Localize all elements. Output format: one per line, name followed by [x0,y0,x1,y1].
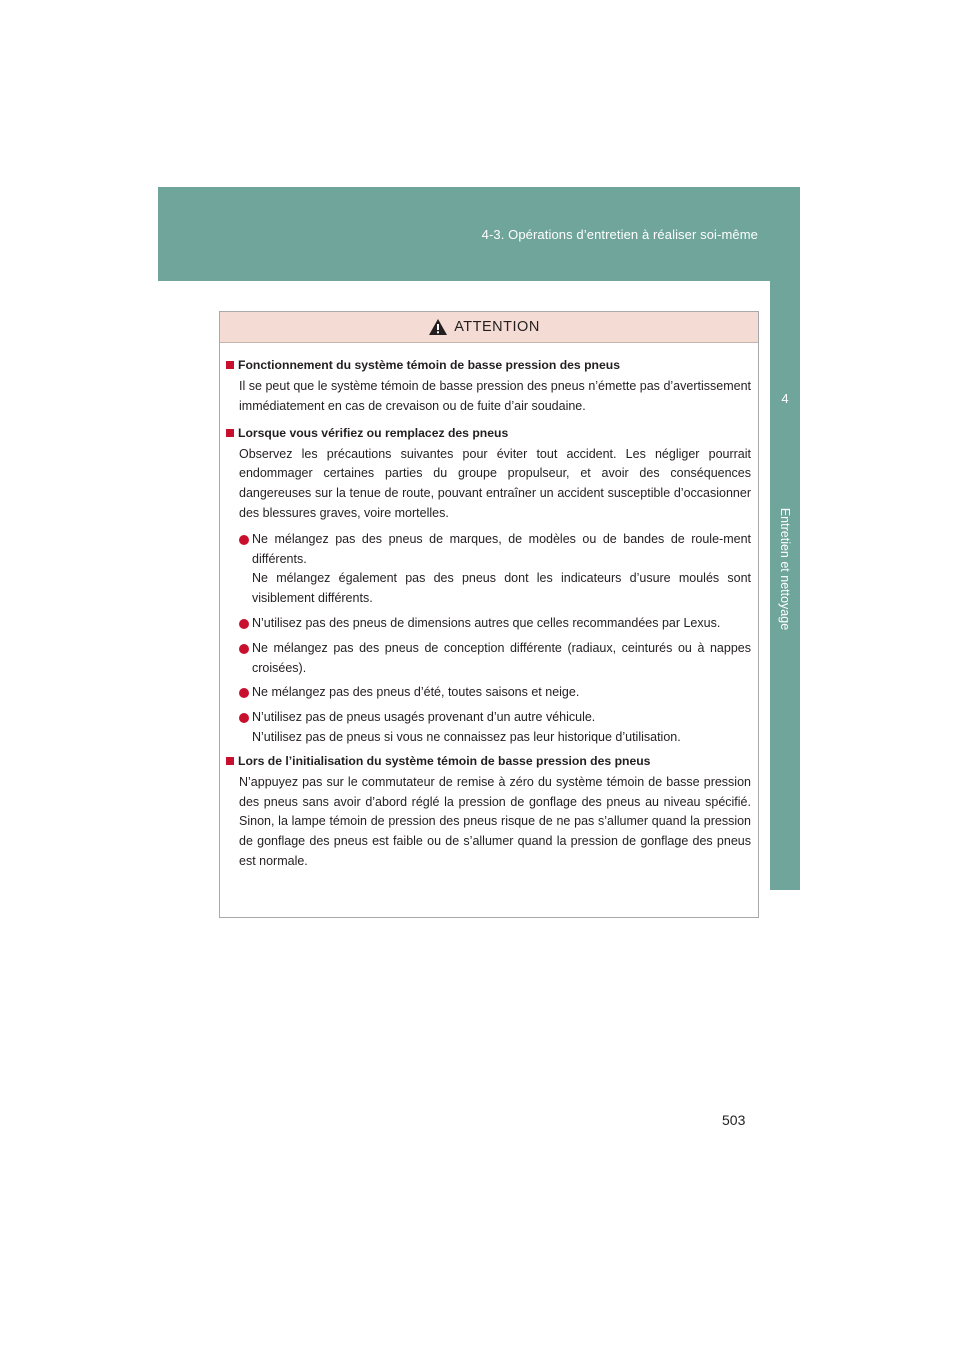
section-paragraph: Il se peut que le système témoin de basse pression des pneus n’émette pas d’avertissement immédiatement en cas de crevaison ou de fuite d’air soudaine. [239,379,751,413]
round-bullet-icon [239,688,249,698]
list-item: Ne mélangez pas des pneus de conception différente (radiaux, ceinturés ou à nappes croisées). [226,639,751,679]
page-number: 503 [722,1112,746,1128]
section-paragraph: Observez les précautions suivantes pour éviter tout accident. Les négliger pourrait endommager certaines parties du groupe propulseur, et avoir des conséquences dangereuses sur la tenue de route, pouvant entraîner un accident susceptible d’occasionner des blessures graves, voire mortelles. [239,446,751,520]
caution-title: ATTENTION [454,319,540,335]
section-header-band [158,187,800,281]
caution-box [219,311,759,918]
warning-triangle-icon [428,318,448,336]
section-heading: Lors de l’initialisation du système témoin de basse pression des pneus [226,753,751,769]
section-paragraph: N’appuyez pas sur le commutateur de remise à zéro du système témoin de basse pression des pneus sans avoir d’abord réglé la pression de gonflage des pneus au niveau spécifié. Sinon, la lampe témoin de pression des pneus risque de ne pas s’allumer quand la pression de gonflage des pneus est faible ou de s’allumer quand la pression de gonflage des pneus est normale. [239,774,751,868]
round-bullet-icon [239,644,249,654]
section-heading: Lorsque vous vérifiez ou remplacez des pneus [226,425,751,441]
list-item: Ne mélangez pas des pneus d’été, toutes saisons et neige. [226,683,751,703]
chapter-side-tab [770,281,800,890]
caution-body [220,343,758,872]
square-bullet-icon [226,429,234,437]
section-title: 4-3. Opérations d’entretien à réaliser soi-même [481,227,758,242]
section-heading: Fonctionnement du système témoin de basse pression des pneus [226,357,751,373]
square-bullet-icon [226,361,234,369]
chapter-label: Entretien et nettoyage [778,507,792,631]
list-item: N’utilisez pas des pneus de dimensions autres que celles recommandées par Lexus. [226,614,751,634]
round-bullet-icon [239,535,249,545]
round-bullet-icon [239,619,249,629]
square-bullet-icon [226,757,234,765]
list-item: N’utilisez pas de pneus usagés provenant d’un autre véhicule. N’utilisez pas de pneus si vous ne connaissez pas leur historique d’utilisation. [226,708,751,748]
list-item: Ne mélangez pas des pneus de marques, de modèles ou de bandes de roule-ment différents. Ne mélangez également pas des pneus dont les indicateurs d’usure moulés sont visiblement différents. [226,530,751,609]
caution-header [220,312,758,343]
round-bullet-icon [239,713,249,723]
chapter-number: 4 [781,391,789,406]
